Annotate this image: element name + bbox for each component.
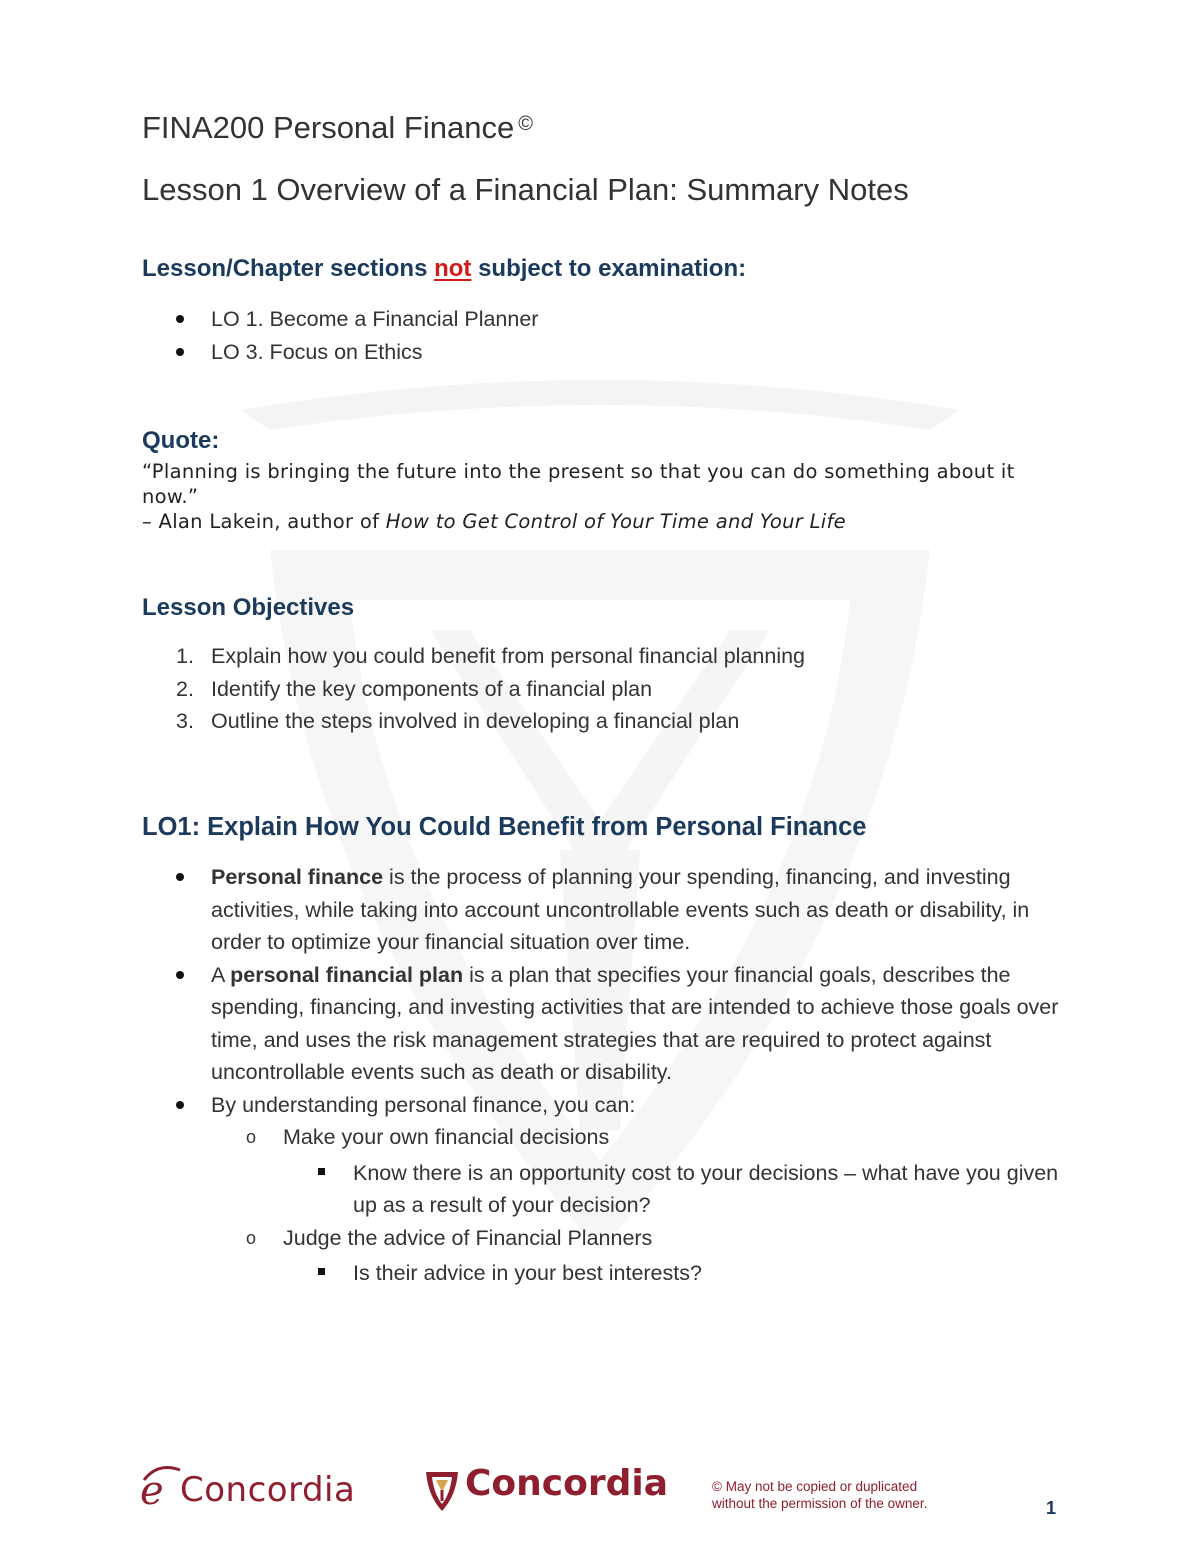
list-item: LO 3. Focus on Ethics xyxy=(142,336,538,369)
quote-attribution: – Alan Lakein, author of xyxy=(142,510,380,533)
quote-heading: Quote: xyxy=(142,427,220,454)
page-footer xyxy=(0,1460,1200,1550)
list-item: 2. Identify the key components of a financial plan xyxy=(176,676,653,701)
list-item: 3. Outline the steps involved in developing a financial plan xyxy=(176,709,740,733)
term-personal-finance: Personal finance xyxy=(211,865,384,889)
list-item: A personal financial plan is a plan that specifies your financial goals, describes the spending, financing, and investing activities that are intended to achieve those goals over time, and uses the risk management strategies that are required to protect against uncontrollable events such as death or disability. xyxy=(142,959,1060,1089)
shield-icon xyxy=(425,1470,459,1512)
quote-block xyxy=(142,459,1057,534)
book-title: How to Get Control of Your Time and Your Life xyxy=(385,510,846,533)
sub-list-item: o Make your own financial decisions xyxy=(142,1121,1060,1154)
swoosh-icon xyxy=(142,1464,182,1484)
quote-text: “Planning is bringing the future into the present so that you can do something about it now.” xyxy=(142,460,1015,508)
bullet-icon xyxy=(176,873,184,881)
term-personal-financial-plan: personal financial plan xyxy=(230,962,464,987)
lo1-heading: LO1: Explain How You Could Benefit from Personal Finance xyxy=(142,813,867,841)
lo1-sublist xyxy=(142,1121,1060,1290)
lesson-title: Lesson 1 Overview of a Financial Plan: Summary Notes xyxy=(142,172,909,207)
circle-bullet-icon: o xyxy=(246,1227,257,1248)
bullet-icon xyxy=(176,315,184,323)
copyright-symbol: © xyxy=(518,113,533,135)
page-number: 1 xyxy=(1046,1498,1057,1518)
exclusions-heading: Lesson/Chapter sections not subject to examination: xyxy=(142,255,747,282)
econcordia-logo: e Concordia xyxy=(140,1464,380,1524)
course-title: FINA200 Personal Finance © xyxy=(142,110,533,145)
bullet-icon xyxy=(176,971,184,979)
bullet-icon xyxy=(176,348,184,356)
sub-sub-list-item: Is their advice in your best interests? xyxy=(142,1257,1060,1290)
list-item: Personal finance is the process of planning your spending, financing, and investing activities, while taking into account uncontrollable events such as death or disability, in order to optimize your financial situation over time. xyxy=(142,861,1060,959)
list-item: By understanding personal finance, you can: xyxy=(142,1089,1060,1122)
exclusions-list xyxy=(142,303,538,368)
objectives-heading: Lesson Objectives xyxy=(142,594,355,621)
sub-list-item: o Judge the advice of Financial Planners xyxy=(142,1222,1060,1255)
list-item: LO 1. Become a Financial Planner xyxy=(142,303,538,336)
square-bullet-icon xyxy=(318,1268,325,1275)
sub-sub-list-item: Know there is an opportunity cost to your decisions – what have you given up as a result of your decision? xyxy=(142,1157,1060,1222)
bullet-icon xyxy=(176,1101,184,1109)
lo1-list xyxy=(142,861,1060,1121)
circle-bullet-icon: o xyxy=(246,1127,257,1147)
not-emphasis: not xyxy=(434,255,472,282)
square-bullet-icon xyxy=(318,1168,325,1175)
concordia-logo: Concordia xyxy=(425,1460,665,1524)
copyright-notice: © May not be copied or duplicated without the permission of the owner. xyxy=(712,1479,928,1511)
objectives-list xyxy=(142,640,805,738)
list-item: 1. Explain how you could benefit from personal financial planning xyxy=(176,644,806,668)
